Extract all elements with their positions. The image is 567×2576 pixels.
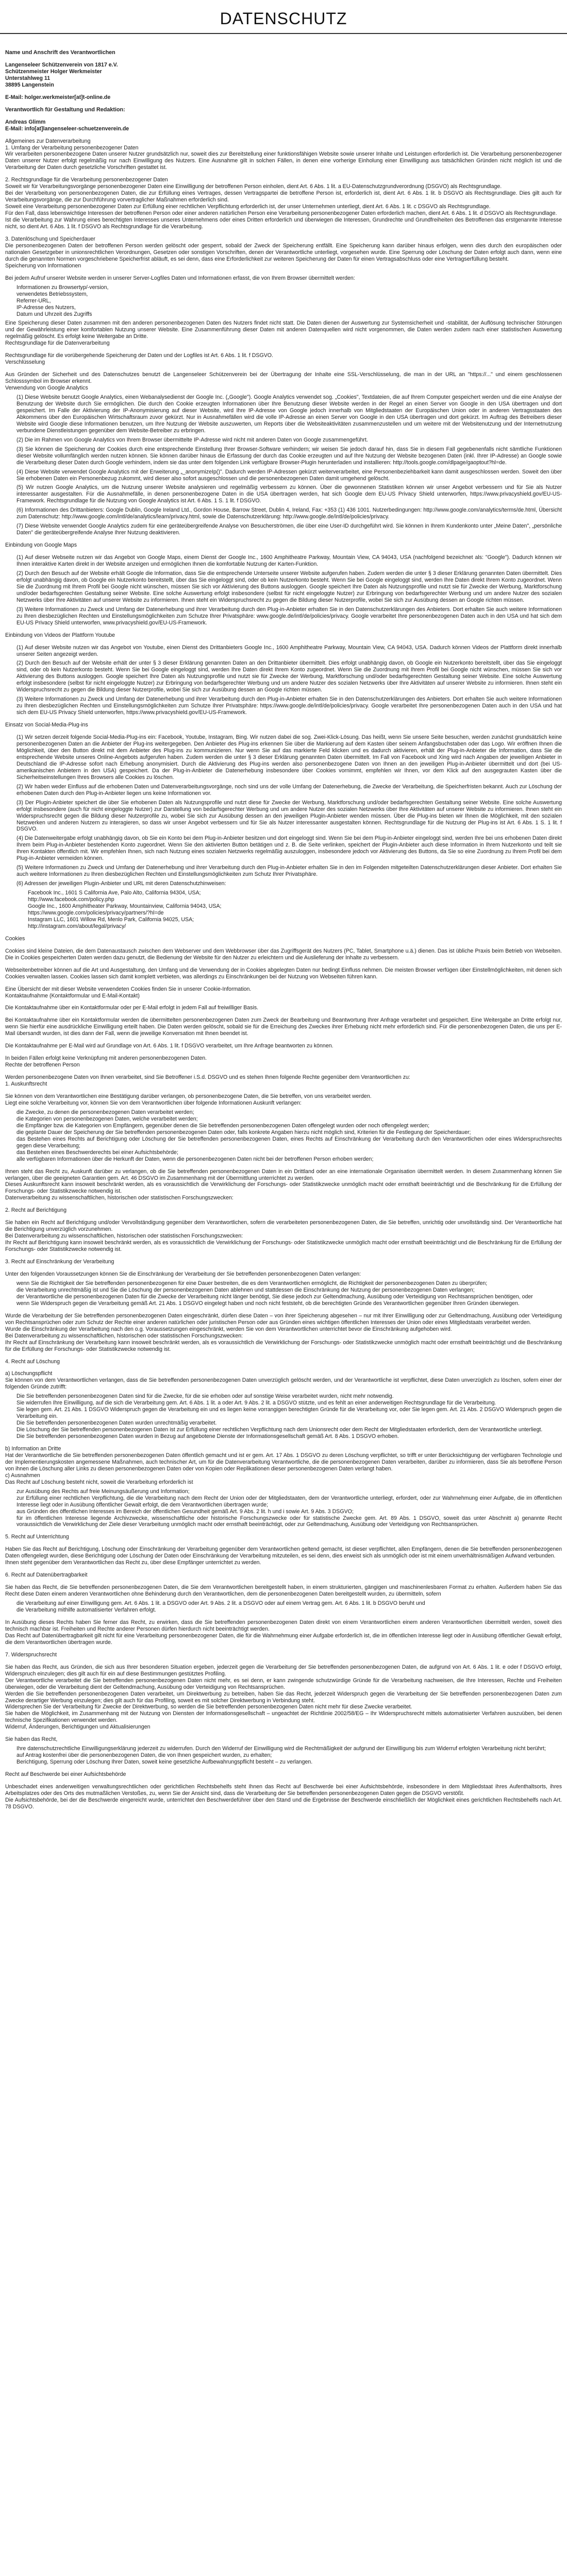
spacer [5, 1049, 562, 1055]
paragraph: Einbindung von Videos der Plattform Youtube [5, 632, 115, 638]
paragraph: 5. Recht auf Unterrichtung [5, 1534, 69, 1540]
spacer [5, 1307, 562, 1313]
paragraph: Der Verantwortliche verarbeitet die Sie betreffenden personenbezogenen Daten nicht mehr, es sei denn, er kann zwingende schutzwürdige Gründe für die Verarbeitung nachweisen, die Ihre Interessen, Rechte und Freiheiten überwiegen, oder die Verarbeitung dient der Geltendmachung, Ausübung oder Verteidigung von Rechtsansprüchen. [5, 1677, 562, 1690]
paragraph: Eine Übersicht der mit dieser Website verwendeten Cookies finden Sie in unserer Cookie-Information. [5, 986, 252, 992]
paragraph: Unter den folgenden Voraussetzungen können Sie die Einschränkung der Verarbeitung der Sie betreffenden personenbezogenen Daten verlangen: [5, 1271, 361, 1278]
paragraph: Kontaktaufnahme (Kontaktformular und E-Mail-Kontakt) [5, 992, 140, 999]
paragraph: Werden die Sie betreffenden personenbezogenen Daten verarbeitet, um Direktwerbung zu betreiben, haben Sie das Recht, jederzeit Widerspruch gegen die Verarbeitung der Sie betreffenden personenbezogenen Daten zum Zwecke derartiger Werbung einzulegen; dies gilt auch für das Profiling, soweit es mit solcher Direktwerbung in Verbindung steht. [5, 1690, 562, 1704]
paragraph: E-Mail: holger.werkmeister[at]t-online.de [5, 94, 111, 100]
list-item: (6) Adressen der jeweiligen Plugin-Anbieter und URL mit deren Datenschutzhinweisen: [16, 880, 226, 887]
list-item: Facebook Inc., 1601 S California Ave, Palo Alto, California 94304, USA; [28, 890, 201, 896]
paragraph: Eine Speicherung dieser Daten zusammen mit den anderen personenbezogenen Daten des Nutzers findet nicht statt. Die Daten dienen der Auswertung zur Systemsicherheit und -stabilität, der Auflösung technischer Störungen und der Gewährleistung einer komfortablen Nutzung unserer Website. Eine Zusammenführung dieser Daten mit anderen Datenquellen wird nicht vorgenommen, die Daten werden zudem nach einer statistischen Auswertung regelmäßig gelöscht. Es erfolgt keine Weitergabe an Dritte. [5, 320, 562, 340]
paragraph: Recht auf Beschwerde bei einer Aufsichtsbehörde [5, 1771, 126, 1778]
spacer [5, 999, 562, 1005]
paragraph: Ihr Recht auf Einschränkung der Verarbeitung kann insoweit beschränkt werden, als es voraussichtlich die Verwirklichung der Forschungs- oder Statistikzwecke unmöglich macht oder ernsthaft beeinträchtigt und die Beschränkung für die Erfüllung der Forschungs- oder Statistikzwecke notwendig ist. [5, 1339, 562, 1352]
paragraph: Soweit eine Verarbeitung personenbezogener Daten zur Erfüllung einer rechtlichen Verpflichtung erforderlich ist, der unser Unternehmen unterliegt, dient Art. 6 Abs. 1 lit. c DSGVO als Rechtsgrundlage. [5, 204, 491, 210]
list-item: für im öffentlichen Interesse liegende Archivzwecke, wissenschaftliche oder historische Forschungszwecke oder für statistische Zwecke gem. Art. 89 Abs. 1 DSGVO, soweit das unter Abschnitt a) genannte Recht voraussichtlich die Verwirklichung der Ziele dieser Verarbeitung unmöglich macht oder ernsthaft beeinträchtigt, oder zur Geltendmachung, Ausübung oder Verteidigung von Rechtsansprüchen. [16, 1515, 562, 1528]
spacer [5, 626, 562, 632]
page-header [0, 0, 567, 34]
spacer [5, 366, 562, 371]
spacer [5, 171, 562, 177]
paragraph: Cookies [5, 935, 25, 942]
list-item: Berichtigung, Sperrung oder Löschung Ihrer Daten, soweit keine gesetzliche Aufbewahrungspflicht besteht – zu verlangen. [16, 1759, 313, 1766]
list-item: Die Sie betreffenden personenbezogenen Daten wurden in Bezug auf angebotene Dienste der Informationsgesellschaft gemäß Art. 8 Abs. 1 DSGVO erhoben. [16, 1433, 399, 1440]
spacer [5, 1646, 562, 1652]
paragraph: In beiden Fällen erfolgt keine Verknüpfung mit anderen personenbezogenen Daten. [5, 1055, 207, 1062]
list-item: Die Löschung der Sie betreffenden personenbezogenen Daten ist zur Erfüllung einer rechtlichen Verpflichtung nach dem Unionsrecht oder dem Recht der Mitgliedstaaten erforderlich, dem der Verantwortliche unterliegt. [16, 1427, 543, 1433]
paragraph: Cookies sind kleine Dateien, die dem Datenaustausch zwischen dem Webserver und dem Webbrowser über das Zugriffsgerät des Nutzers (PC, Tablet, Smartphone u.ä.) dienen. Das ist übliche Praxis beim Betrieb von Webseiten. Die in Cookies gespeicherten Daten werden dazu genutzt, die Bedienung der Website für den Nutzer zu erleichtern und die Auslieferung der Inhalte zu verbessern. [5, 947, 562, 961]
privacy-content [5, 49, 562, 2576]
list-item: (3) Weitere Informationen zu Zweck und Umfang der Datenerhebung und ihrer Verarbeitung durch den Plug-in-Anbieter erhalten Sie in den Datenschutzerklärungen des Anbieters. Dort erhalten Sie auch weitere Informationen zu Ihren diesbezüglichen Rechten und Einstellungsmöglichkeiten zum Schutze Ihrer Privatsphäre: www.google.de/intl/de/policies/privacy. Google verarbeitet Ihre personenbezogenen Daten auch in den USA und hat sich dem EU-US Privacy Shield unterworfen, www.privacyshield.gov/EU-US-Framework. [16, 606, 562, 626]
list-item: (2) Wir haben weder Einfluss auf die erhobenen Daten und Datenverarbeitungsvorgänge, noch sind uns der volle Umfang der Datenerhebung, die Zwecke der Verarbeitung, die Speicherfristen bekannt. Auch zur Löschung der erhobenen Daten durch den Plug-in-Anbieter liegen uns keine Informationen vor. [16, 783, 562, 796]
spacer [5, 1579, 562, 1584]
list-item: Informationen zu Browsertyp/-version, [16, 284, 109, 291]
list-item: die geplante Dauer der Speicherung der Sie betreffenden personenbezogenen Daten oder, falls konkrete Angaben hierzu nicht möglich sind, Kriterien für die Festlegung der Speicherdauer; [16, 1129, 471, 1136]
paragraph: Ihr Recht auf Berichtigung kann insoweit beschränkt werden, als es voraussichtlich die Verwirklichung der Forschungs- oder Statistikzwecke unmöglich macht oder ernsthaft beeinträchtigt und die Beschränkung für die Erfüllung der Forschungs- oder Statistikzwecke notwendig ist. [5, 1240, 562, 1253]
list-item: https://www.google.com/policies/privacy/partners/?hl=de [28, 909, 164, 916]
paragraph: 1. Auskunftsrecht [5, 1081, 47, 1088]
spacer [5, 980, 562, 986]
paragraph: Bei Datenverarbeitung zu wissenschaftlichen, historischen oder statistischen Forschungszwecken: [5, 1332, 243, 1339]
paragraph: Webseitenbetreiber können auf die Art und Ausgestaltung, den Umfang und die Verwendung der in Cookies abgelegten Daten nur bedingt Einfluss nehmen. Die meisten Browser verfügen über Einstellmöglichkeiten, mit denen sich Cookies verwalten lassen. Cookies lassen sich damit komplett verbieten, was allerdings zu Einschränkungen bei der Nutzung von Webseiten führen kann. [5, 967, 562, 980]
list-item: der Verantwortliche die personenbezogenen Daten für die Zwecke der Verarbeitung nicht länger benötigt, Sie diese jedoch zur Geltendmachung, Ausübung oder Verteidigung von Rechtsansprüchen benötigen, oder [16, 1293, 533, 1300]
paragraph: Rechtsgrundlage für die vorübergehende Speicherung der Daten und der Logfiles ist Art. 6 Abs. 1 lit. f DSGVO. [5, 352, 273, 359]
paragraph: Dieses Auskunftsrecht kann insoweit beschränkt werden, als es voraussichtlich die Verwirklichung der Forschungs- oder Statistikzwecke unmöglich macht oder ernsthaft beeinträchtigt und die Beschränkung für die Erfüllung der Forschungs- oder Statistikzwecke notwendig ist. [5, 1181, 562, 1195]
paragraph: Andreas Glimm [5, 118, 46, 125]
spacer [5, 230, 562, 236]
list-item: aus Gründen des öffentlichen Interesses im Bereich der öffentlichen Gesundheit gemäß Art. 9 Abs. 2 lit. h und i sowie Art. 9 Abs. 3 DSGVO; [16, 1508, 354, 1515]
paragraph: Speicherung von Informationen [5, 262, 81, 269]
paragraph: Ist die Verarbeitung zur Wahrung eines berechtigten Interesses unseres Unternehmens oder eines Dritten erforderlich und überwiegen die Interessen, Grundrechte und Grundfreiheiten des Betroffenen das erstgenannte Interesse nicht, so dient Art. 6 Abs. 1 lit. f DSGVO als Rechtsgrundlage für die Verarbeitung. [5, 217, 562, 230]
spacer [5, 1778, 562, 1784]
paragraph: Für den Fall, dass lebenswichtige Interessen der betroffenen Person oder einer anderen natürlichen Person eine Verarbeitung personenbezogener Daten erforderlich machen, dient Art. 6 Abs. 1 lit. d DSGVO als Rechtsgrundlage. [5, 210, 557, 217]
list-item: die Verarbeitung unrechtmäßig ist und Sie die Löschung der personenbezogenen Daten ablehnen und stattdessen die Einschränkung der Nutzung der personenbezogenen Daten verlangen; [16, 1286, 475, 1293]
spacer [5, 1353, 562, 1359]
paragraph: Aus Gründen der Sicherheit und des Datenschutzes benutzt die Langenseleer Schützenverein bei der Übertragung der Inhalte eine SSL-Verschlüsselung, die man in der URL an "https://..." und einem geschlossenen Schlosssymbol im Browser erkennt. [5, 371, 562, 385]
spacer [5, 1658, 562, 1664]
paragraph: Wurde die Verarbeitung der Sie betreffenden personenbezogenen Daten eingeschränkt, dürfen diese Daten – von ihrer Speicherung abgesehen – nur mit Ihrer Einwilligung oder zur Geltendmachung, Ausübung oder Verteidigung von Rechtsansprüchen oder zum Schutz der Rechte einer anderen natürlichen oder juristischen Person oder aus Gründen eines wichtigen öffentlichen Interesses der Union oder eines Mitgliedstaats verarbeitet werden. [5, 1312, 562, 1326]
list-item: Referrer-URL, [16, 297, 51, 304]
paragraph: Rechte der betroffenen Person [5, 1062, 80, 1069]
list-item: Instagram LLC, 1601 Willow Rd, Menlo Park, California 94025, USA; [28, 916, 194, 923]
list-item: (7) Diese Website verwendet Google Analytics zudem für eine geräteübergreifende Analyse von Besucherströmen, die über eine User-ID durchgeführt wird. Sie können in Ihrem Kundenkonto unter „Meine Daten", „persönliche Daten" die geräteübergreifende Analyse Ihrer Nutzung deaktivieren. [16, 523, 562, 536]
list-item: Die Sie betreffenden personenbezogenen Daten wurden unrechtmäßig verarbeitet. [16, 1420, 217, 1427]
spacer [5, 1528, 562, 1534]
list-item: http://instagram.com/about/legal/privacy/ [28, 923, 126, 929]
paragraph: Datenverarbeitung zu wissenschaftlichen, historischen oder statistischen Forschungszwecken: [5, 1195, 234, 1201]
list-item: Ihre datenschutzrechtliche Einwilligungserklärung jederzeit zu widerrufen. Durch den Widerruf der Einwilligung wird die Rechtmäßigkeit der aufgrund der Einwilligung bis zum Widerruf erfolgten Verarbeitung nicht berührt; [16, 1745, 546, 1752]
list-item: (4) Die Datenweitergabe erfolgt unabhängig davon, ob Sie ein Konto bei dem Plug-in-Anbieter besitzen und dort eingeloggt sind. Wenn Sie bei dem Plug-in-Anbieter eingeloggt sind, werden Ihre bei uns erhobenen Daten direkt Ihrem beim Plug-in-Anbieter bestehenden Konto zugeordnet. Wenn Sie den aktivierten Button betätigen und z. B. die Seite verlinken, speichert der Plugin-Anbieter auch diese Information in Ihrem Nutzerkonto und teilt sie Ihren Kontakten öffentlich mit. Wir empfehlen Ihnen, sich nach Nutzung eines sozialen Netzwerks regelmäßig auszuloggen, insbesondere jedoch vor Aktivierung des Buttons, da Sie so eine Zuordnung zu Ihrem Profil bei dem Plug-in-Anbieter vermeiden können. [16, 835, 562, 862]
list-item: (2) Durch den Besuch auf der Website erhält der unter § 3 dieser Erklärung genannten Daten an den Drittanbieter übermittelt. Dies erfolgt unabhängig davon, ob Google ein Nutzerkonto bereitstellt, über das Sie eingeloggt sind, oder ob kein Nutzerkonto besteht. Wenn Sie bei Google eingeloggt sind, werden Ihre Daten direkt Ihrem Konto zugeordnet. Wenn Sie die Zuordnung mit Ihrem Profil bei Google nicht wünschen, müssen Sie sich vor Aktivierung des Buttons ausloggen. Google speichert Ihre Daten als Nutzungsprofile und nutzt sie für Zwecke der Werbung, Marktforschung und/oder bedarfsgerechten Gestaltung seiner Website. Eine solche Auswertung erfolgt insbesondere (selbst für nicht eingeloggte Nutzer) zur Erbringung von bedarfsgerechter Werbung und um andere Nutzer des sozialen Netzwerks über Ihre Aktivitäten auf unserer Website zu informieren. Ihnen steht ein Widerspruchsrecht zu gegen die Bildung dieser Nutzerprofile, wobei Sie sich zur Ausübung dessen an Google richten müssen. [16, 660, 562, 693]
list-item: (6) Informationen des Drittanbieters: Google Dublin, Google Ireland Ltd., Gordon House, Barrow Street, Dublin 4, Ireland, Fax: +353 (1) 436 1001. Nutzerbedingungen: http://www.google.com/analytics/terms/de.html, Übersicht zum Datenschutz: http://www.google.com/intl/de/analytics/learn/privacy.html, sowie die Datenschutzerklärung: http://www.google.de/intl/de/policies/privacy. [16, 507, 562, 520]
paragraph: Das Recht auf Datenübertragbarkeit gilt nicht für eine Verarbeitung personenbezogener Daten, die für die Wahrnehmung einer Aufgabe erforderlich ist, die im öffentlichen Interesse liegt oder in Ausübung öffentlicher Gewalt erfolgt, die dem Verantwortlichen übertragen wurde. [5, 1632, 562, 1646]
list-item: die Empfänger bzw. die Kategorien von Empfängern, gegenüber denen die Sie betreffenden personenbezogenen Daten offengelegt wurden oder noch offengelegt werden; [16, 1122, 430, 1129]
list-item: Die Sie betreffenden personenbezogenen Daten sind für die Zwecke, für die sie erhoben oder auf sonstige Weise verarbeitet wurden, nicht mehr notwendig. [16, 1393, 394, 1400]
list-item: (2) Durch den Besuch auf der Website erhält Google die Information, dass Sie die entsprechende Unterseite unserer Website aufgerufen haben. Zudem werden die unter § 3 dieser Erklärung genannten Daten übermittelt. Dies erfolgt unabhängig davon, ob Google ein Nutzerkonto bereitstellt, über das Sie eingeloggt sind, oder ob kein Nutzerkonto besteht. Wenn Sie bei Google eingeloggt sind, werden Ihre Daten direkt Ihrem Konto zugeordnet. Wenn Sie die Zuordnung mit Ihrem Profil bei Google nicht wünschen, müssen Sie sich vor Aktivierung des Buttons ausloggen. Google speichert Ihre Daten als Nutzungsprofile und nutzt sie für Zwecke der Werbung, Marktforschung und/oder bedarfsgerechten Gestaltung seiner Website. Eine solche Auswertung erfolgt insbesondere (selbst für nicht eingeloggte Nutzer) zur Erbringung von bedarfsgerechter Werbung und um andere Nutzer des sozialen Netzwerks über Ihre Aktivitäten auf unserer Website zu informieren. Ihnen steht ein Widerspruchsrecht zu gegen die Bildung dieser Nutzerprofile, wobei Sie sich zur Ausübung dessen an Google richten müssen. [16, 570, 562, 603]
paragraph: 2. Recht auf Berichtigung [5, 1207, 66, 1214]
spacer [5, 639, 562, 645]
spacer [5, 89, 562, 94]
list-item: (1) Diese Website benutzt Google Analytics, einen Webanalysedienst der Google Inc. („Google"). Google Analytics verwendet sog. „Cookies", Textdateien, die auf Ihrem Computer gespeichert werden und die eine Analyse der Benutzung der Website durch Sie ermöglichen. Die durch den Cookie erzeugten Informationen über Ihre Benutzung dieser Website werden in der Regel an einen Server von Google in den USA übertragen und dort gespeichert. Im Falle der Aktivierung der IP-Anonymisierung auf dieser Website, wird Ihre IP-Adresse von Google jedoch innerhalb von Mitgliedstaaten der Europäischen Union oder in anderen Vertragsstaaten des Abkommens über den Europäischen Wirtschaftsraum zuvor gekürzt. Nur in Ausnahmefällen wird die volle IP-Adresse an einen Server von Google in den USA übertragen und dort gekürzt. Im Auftrag des Betreibers dieser Website wird Google diese Informationen benutzen, um Ihre Nutzung der Website auszuwerten, um Reports über die Websiteaktivitäten zusammenzustellen und um weitere mit der Websitenutzung und der Internetnutzung verbundene Dienstleistungen gegenüber dem Website-Betreiber zu erbringen. [16, 394, 562, 434]
spacer [5, 716, 562, 722]
list-item: das Bestehen eines Rechts auf Berichtigung oder Löschung der Sie betreffenden personenbezogenen Daten, eines Rechts auf Einschränkung der Verarbeitung durch den Verantwortlichen oder eines Widerspruchsrechts gegen diese Verarbeitung; [16, 1136, 562, 1149]
list-item: (3) Sie können die Speicherung der Cookies durch eine entsprechende Einstellung Ihrer Browser-Software verhindern; wir weisen Sie jedoch darauf hin, dass Sie in diesem Fall gegebenenfalls nicht sämtliche Funktionen dieser Website vollumfänglich werden nutzen können. Sie können darüber hinaus die Erfassung der durch das Cookie erzeugten und auf Ihre Nutzung der Website bezogenen Daten (inkl. Ihrer IP-Adresse) an Google sowie die Verarbeitung dieser Daten durch Google verhindern, indem sie das unter dem folgenden Link verfügbare Browser-Plugin herunterladen und installieren: http://tools.google.com/dlpage/gaoptout?hl=de. [16, 446, 562, 466]
spacer [5, 1265, 562, 1271]
spacer [5, 132, 562, 138]
list-item: (3) Der Plugin-Anbieter speichert die über Sie erhobenen Daten als Nutzungsprofile und nutzt diese für Zwecke der Werbung, Marktforschung und/oder bedarfsgerechten Gestaltung seiner Website. Eine solche Auswertung erfolgt insbesondere (auch für nicht eingeloggte Nutzer) zur Darstellung von bedarfsgerechter Werbung und um andere Nutzer des sozialen Netzwerks über Ihre Aktivitäten auf unserer Website zu informieren. Ihnen steht ein Widerspruchsrecht gegen die Bildung dieser Nutzerprofile zu, wobei Sie sich zur Ausübung dessen an den jeweiligen Plugin-Anbieter wenden müssen. Über die Plug-ins bieten wir Ihnen die Möglichkeit, mit den sozialen Netzwerken und anderen Nutzern zu interagieren, so dass wir unser Angebot verbessern und für Sie als Nutzer interessanter ausgestalten können. Rechtsgrundlage für die Nutzung der Plug-ins ist Art. 6 Abs. 1 S. 1 lit. f DSGVO. [16, 799, 562, 833]
paragraph: Widerruf, Änderungen, Berichtigungen und Aktualisierungen [5, 1724, 151, 1731]
list-item: (3) Weitere Informationen zu Zweck und Umfang der Datenerhebung und ihrer Verarbeitung durch den Plug-in-Anbieter erhalten Sie in den Datenschutzerklärungen des Anbieters. Dort erhalten Sie auch weitere Informationen zu Ihren diesbezüglichen Rechten und Einstellungsmöglichkeiten zum Schutze Ihrer Privatsphäre: https://www.google.de/intl/de/policies/privacy. Google verarbeitet Ihre personenbezogenen Daten auch in den USA und hat sich dem EU-US Privacy Shield unterworfen, https://www.privacyshield.gov/EU-US-Framework. [16, 696, 562, 716]
spacer [5, 961, 562, 967]
spacer [5, 1011, 562, 1017]
list-item: Sie legen gem. Art. 21 Abs. 1 DSGVO Widerspruch gegen die Verarbeitung ein und es liegen keine vorrangigen berechtigten Gründe für die Verarbeitung vor, oder Sie legen gem. Art. 21 Abs. 2 DSGVO Widerspruch gegen die Verarbeitung ein. [16, 1406, 562, 1420]
paragraph: Sie können von dem Verantwortlichen verlangen, dass die Sie betreffenden personenbezogenen Daten unverzüglich gelöscht werden, und der Verantwortliche ist verpflichtet, diese Daten unverzüglich zu löschen, sofern einer der folgenden Gründe zutrifft: [5, 1377, 562, 1391]
paragraph: 6. Recht auf Datenübertragbarkeit [5, 1572, 88, 1579]
paragraph: 4. Recht auf Löschung [5, 1358, 60, 1365]
list-item: (1) Auf dieser Webseite nutzen wir das Angebot von Google Maps, einem Dienst der Google Inc., 1600 Amphitheatre Parkway, Mountain View, CA 94043, USA (nachfolgend bezeichnet als: "Google"). Dadurch können wir Ihnen interaktive Karten direkt in der Website anzeigen und ermöglichen Ihnen die komfortable Nutzung der Karten-Funktion. [16, 554, 562, 568]
list-item: wenn Sie Widerspruch gegen die Verarbeitung gemäß Art. 21 Abs. 1 DSGVO eingelegt haben und noch nicht feststeht, ob die berechtigten Gründe des Verantwortlichen gegenüber Ihren Gründen überwiegen. [16, 1300, 520, 1307]
spacer [5, 101, 562, 107]
paragraph: Verwendung von Google Analytics [5, 385, 88, 392]
spacer [5, 347, 562, 352]
spacer [5, 942, 562, 948]
spacer [5, 1365, 562, 1370]
paragraph: 2. Rechtsgrundlage für die Verarbeitung personenbezogener Daten [5, 177, 168, 183]
paragraph: Hat der Verantwortliche die Sie betreffenden personenbezogenen Daten öffentlich gemacht und ist er gem. Art. 17 Abs. 1 DSGVO zu deren Löschung verpflichtet, so trifft er unter Berücksichtigung der verfügbaren Technologie und der Implementierungskosten angemessene Maßnahmen, auch technischer Art, um für die Datenverarbeitung Verantwortliche, die die personenbezogenen Daten verarbeiten, darüber zu informieren, dass Sie als betroffene Person von ihnen die Löschung aller Links zu diesen personenbezogenen Daten oder von Kopien oder Replikationen dieser personenbezogenen Daten verlangt haben. [5, 1452, 562, 1472]
paragraph: Bei Datenverarbeitung zu wissenschaftlichen, historischen oder statistischen Forschungszwecken: [5, 1233, 243, 1240]
paragraph: Bei der Verarbeitung von personenbezogenen Daten, die zur Erfüllung eines Vertrages, dessen Vertragspartei die betroffene Person ist, erforderlich ist, dient Art. 6 Abs. 1 lit. b DSGVO als Rechtsgrundlage. Dies gilt auch für Verarbeitungsvorgänge, die zur Durchführung vorvertraglicher Maßnahmen erforderlich sind. [5, 190, 562, 204]
spacer [5, 930, 562, 936]
paragraph: Die Aufsichtsbehörde, bei der die Beschwerde eingereicht wurde, unterrichtet den Beschwerdeführer über den Stand und die Ergebnisse der Beschwerde einschließlich der Möglichkeit eines gerichtlichen Rechtsbehelfs nach Art. 78 DSGVO. [5, 1797, 562, 1810]
paragraph: Haben Sie das Recht auf Berichtigung, Löschung oder Einschränkung der Verarbeitung gegenüber dem Verantwortlichen geltend gemacht, ist dieser verpflichtet, allen Empfängern, denen die Sie betreffenden personenbezogenen Daten offengelegt wurden, diese Berichtigung oder Löschung der Daten oder Einschränkung der Verarbeitung mitzuteilen, es sei denn, dies erweist sich als unmöglich oder ist mit einem unverhältnismäßigen Aufwand verbunden. [5, 1546, 562, 1560]
paragraph: c) Ausnahmen [5, 1472, 40, 1479]
list-item: (1) Auf dieser Website nutzen wir das Angebot von Youtube, einen Dienst des Drittanbieters Google Inc., 1600 Amphitheatre Parkway, Mountain View, CA 94043, USA. Dadurch können Videos der Plattform direkt innerhalb unserer Seiten angezeigt werden. [16, 644, 562, 657]
spacer [5, 1566, 562, 1572]
list-item: verwendetes Betriebssystem, [16, 291, 88, 297]
list-item: die Zwecke, zu denen die personenbezogenen Daten verarbeitet werden; [16, 1109, 194, 1115]
paragraph: Einbindung von Google Maps [5, 542, 77, 549]
paragraph: Werden personenbezogene Daten von Ihnen verarbeitet, sind Sie Betroffener i.S.d. DSGVO und es stehen Ihnen folgende Rechte gegenüber dem Verantwortlichen zu: [5, 1074, 410, 1081]
spacer [5, 728, 562, 734]
paragraph: Sie können von dem Verantwortlichen eine Bestätigung darüber verlangen, ob personenbezogene Daten, die Sie betreffen, von uns verarbeitet werden. [5, 1093, 372, 1100]
paragraph: 38895 Langenstein [5, 81, 54, 88]
paragraph: Sie haben ein Recht auf Berichtigung und/oder Vervollständigung gegenüber dem Verantwortlichen, sofern die verarbeiteten personenbezogenen Daten, die Sie betreffen, unrichtig oder unvollständig sind. Der Verantwortliche hat die Berichtigung unverzüglich vorzunehmen. [5, 1219, 562, 1233]
paragraph: a) Löschungspflicht [5, 1370, 53, 1377]
spacer [5, 536, 562, 542]
paragraph: Verschlüsselung [5, 359, 45, 366]
paragraph: In Ausübung dieses Rechts haben Sie ferner das Recht, zu erwirken, dass die Sie betreffenden personenbezogenen Daten direkt von einem Verantwortlichen einem anderen Verantwortlichen übermittelt werden, soweit dies technisch machbar ist. Freiheiten und Rechte anderer Personen dürfen hierdurch nicht beeinträchtigt werden. [5, 1619, 562, 1632]
paragraph: Bei Kontaktaufnahme über ein Kontaktformular werden die übermittelten personenbezogenen Daten zum Zweck der Bearbeitung und Beantwortung Ihrer Anfrage verarbeitet und gespeichert. Eine Weitergabe an Dritte erfolgt nur, wenn Sie hierfür eine ausdrückliche Einwilligung erteilt haben. Die Daten werden gelöscht, sobald sie für die Erreichung des Zweckes ihrer Erhebung nicht mehr erforderlich sind. Für die personenbezogenen Daten, die uns per E-Mail übersandt wurden, ist dies dann der Fall, wenn die jeweilige Konversation mit Ihnen beendet ist. [5, 1017, 562, 1037]
paragraph: E-Mail: info[at]langenseleer-schuetzenverein.de [5, 125, 129, 132]
list-item: IP-Adresse des Nutzers, [16, 304, 76, 311]
paragraph: Sie haben das Recht, [5, 1736, 58, 1743]
paragraph: Wir verarbeiten personenbezogene Daten unserer Nutzer grundsätzlich nur, soweit dies zur Bereitstellung einer funktionsfähigen Website sowie unserer Inhalte und Leistungen erforderlich ist. Die Verarbeitung personenbezogener Daten unserer Nutzer erfolgt regelmäßig nur nach Einwilligung des Nutzers. Eine Ausnahme gilt in solchen Fällen, in denen eine vorherige Einholung einer Einwilligung aus tatsächlichen Gründen nicht möglich ist und die Verarbeitung der Daten durch gesetzliche Vorschriften gestattet ist. [5, 151, 562, 171]
list-item: zur Ausübung des Rechts auf freie Meinungsäußerung und Information; [16, 1488, 190, 1495]
list-item: die Verarbeitung mithilfe automatisierter Verfahren erfolgt. [16, 1607, 156, 1614]
list-item: die Verarbeitung auf einer Einwilligung gem. Art. 6 Abs. 1 lit. a DSGVO oder Art. 9 Abs. 2 lit. a DSGVO oder auf einem Vertrag gem. Art. 6 Abs. 1 lit. b DSGVO beruht und [16, 1600, 425, 1607]
paragraph: Sie haben die Möglichkeit, im Zusammenhang mit der Nutzung von Diensten der Informationsgesellschaft – ungeachtet der Richtlinie 2002/58/EG – Ihr Widerspruchsrecht mittels automatisierter Verfahren auszuüben, bei denen technische Spezifikationen verwendet werden. [5, 1710, 562, 1724]
paragraph: Soweit wir für Verarbeitungsvorgänge personenbezogener Daten eine Einwilligung der betroffenen Person einholen, dient Art. 6 Abs. 1 lit. a EU-Datenschutzgrundverordnung (DSGVO) als Rechtsgrundlage. [5, 183, 502, 190]
list-item: (2) Die im Rahmen von Google Analytics von Ihrem Browser übermittelte IP-Adresse wird nicht mit anderen Daten von Google zusammengeführt. [16, 436, 368, 443]
spacer [5, 1037, 562, 1043]
paragraph: Widersprechen Sie der Verarbeitung für Zwecke der Direktwerbung, so werden die Sie betreffenden personenbezogenen Daten nicht mehr für diese Zwecke verarbeitet. [5, 1704, 412, 1710]
list-item: Sie widerrufen Ihre Einwilligung, auf die sich die Verarbeitung gem. Art. 6 Abs. 1 lit. a oder Art. 9 Abs. 2 lit. a DSGVO stützte, und es fehlt an einer anderweitigen Rechtsgrundlage für die Verarbeitung. [16, 1400, 496, 1406]
section-heading: Verantwortlich für Gestaltung und Redaktion: [5, 106, 125, 113]
paragraph: Bei jedem Aufruf unserer Website werden in unserer Server-Logfiles Daten und Informationen erfasst, die von Ihrem Browser übermittelt werden: [5, 275, 355, 281]
paragraph: Einsatz von Social-Media-Plug-ins [5, 722, 88, 728]
paragraph: Ihnen steht das Recht zu, Auskunft darüber zu verlangen, ob die Sie betreffenden personenbezogenen Daten in ein Drittland oder an eine internationale Organisation übermittelt werden. In diesem Zusammenhang können Sie verlangen, über die geeigneten Garantien gem. Art. 46 DSGVO im Zusammenhang mit der Übermittlung unterrichtet zu werden. [5, 1168, 562, 1181]
paragraph: Die Kontaktaufnahme per E-Mail wird auf Grundlage von Art. 6 Abs. 1 lit. f DSGVO verarbeitet, um Ihre Anfrage beantworten zu können. [5, 1043, 333, 1049]
paragraph: Unbeschadet eines anderweitigen verwaltungsrechtlichen oder gerichtlichen Rechtsbehelfs steht Ihnen das Recht auf Beschwerde bei einer Aufsichtsbehörde, insbesondere in dem Mitgliedstaat ihres Aufenthaltsorts, ihres Arbeitsplatzes oder des Orts des mutmaßlichen Verstoßes, zu, wenn Sie der Ansicht sind, dass die Verarbeitung der Sie betreffenden personenbezogenen Daten gegen die DSGVO verstößt. [5, 1784, 562, 1797]
list-item: Google Inc., 1600 Amphitheater Parkway, Mountainview, California 94043, USA; [28, 903, 222, 909]
list-item: (4) Diese Website verwendet Google Analytics mit der Erweiterung „_anonymizeIp()". Dadurch werden IP-Adressen gekürzt weiterverarbeitet, eine Personenbeziehbarkeit kann damit ausgeschlossen werden. Soweit den über Sie erhobenen Daten ein Personenbezug zukommt, wird dieser also sofort ausgeschlossen und die personenbezogenen Daten damit umgehend gelöscht. [16, 468, 562, 482]
list-item: zur Erfüllung einer rechtlichen Verpflichtung, die die Verarbeitung nach dem Recht der Union oder der Mitgliedstaaten, dem der Verantwortliche unterliegt, erfordert, oder zur Wahrnehmung einer Aufgabe, die im öffentlichen Interesse liegt oder in Ausübung öffentlicher Gewalt erfolgt, die dem Verantwortlichen übertragen wurde; [16, 1495, 562, 1508]
spacer [5, 1731, 562, 1736]
list-item: alle verfügbaren Informationen über die Herkunft der Daten, wenn die personenbezogenen Daten nicht bei der betroffenen Person erhoben werden; [16, 1156, 374, 1162]
spacer [5, 1088, 562, 1093]
spacer [5, 1214, 562, 1219]
list-item: Datum und Uhrzeit des Zugriffs [16, 311, 92, 317]
paragraph: Ihnen steht gegenüber dem Verantwortlichen das Recht zu, über diese Empfänger unterrichtet zu werden. [5, 1560, 261, 1566]
paragraph: Die personenbezogenen Daten der betroffenen Person werden gelöscht oder gesperrt, sobald der Zweck der Speicherung entfällt. Eine Speicherung kann darüber hinaus erfolgen, wenn dies durch den europäischen oder nationalen Gesetzgeber in unionsrechtlichen Verordnungen, Gesetzen oder sonstigen Vorschriften, denen der Verantwortliche unterliegt, vorgesehen wurde. Eine Sperrung oder Löschung der Daten erfolgt auch dann, wenn eine durch die genannten Normen vorgeschriebene Speicherfrist abläuft, es sei denn, dass eine Erforderlichkeit zur weiteren Speicherung der Daten für einen Vertragsabschluss oder eine Vertragserfüllung besteht. [5, 242, 562, 262]
list-item: auf Antrag kostenfrei über die personenbezogenen Daten, die von Ihnen gespeichert wurden, zu erhalten; [16, 1752, 272, 1759]
list-item: die Kategorien von personenbezogenen Daten, welche verarbeitet werden; [16, 1115, 198, 1122]
list-item: (1) Wir setzen derzeit folgende Social-Media-Plug-ins ein: Facebook, Youtube, Instagram, Bing. Wir nutzen dabei die sog. Zwei-Klick-Lösung. Das heißt, wenn Sie unsere Seite besuchen, werden zunächst grundsätzlich keine personenbezogenen Daten an die Anbieter der Plug-ins weitergegeben. Den Anbieter des Plug-ins erkennen Sie über die Markierung auf dem Kasten über seinem Anfangsbuchstaben oder das Logo. Wir eröffnen Ihnen die Möglichkeit, über den Button direkt mit dem Anbieter des Plug-ins zu kommunizieren. Nur wenn Sie auf das markierte Feld klicken und es dadurch aktivieren, erhält der Plug-in-Anbieter die Information, dass Sie die entsprechende Website unseres Online-Angebots aufgerufen haben. Zudem werden die unter § 3 dieser Erklärung genannten Daten übermittelt. Im Fall von Facebook und Xing wird nach Angaben der jeweiligen Anbieter in Deutschland die IP-Adresse sofort nach Erhebung anonymisiert. Durch die Aktivierung des Plug-ins werden also personenbezogene Daten von Ihnen an den jeweiligen Plug-in-Anbieter übermittelt und dort (bei US-amerikanischen Anbietern in den USA) gespeichert. Da der Plug-in-Anbieter die Datenerhebung insbesondere über Cookies vornimmt, empfehlen wir Ihnen, vor dem Klick auf den ausgegrauten Kasten über die Sicherheitseinstellungen Ihres Browsers alle Cookies zu löschen. [16, 734, 562, 781]
spacer [5, 1766, 562, 1771]
paragraph: 7. Widerspruchsrecht [5, 1651, 57, 1658]
spacer [5, 1540, 562, 1546]
spacer [5, 113, 562, 119]
list-item: wenn Sie die Richtigkeit der Sie betreffenden personenbezogenen für eine Dauer bestreiten, die es dem Verantwortlichen ermöglicht, die Richtigkeit der personenbezogenen Daten zu überprüfen; [16, 1280, 488, 1286]
spacer [5, 1614, 562, 1619]
page-title: DATENSCHUTZ [220, 9, 347, 28]
paragraph: Sie haben das Recht, aus Gründen, die sich aus Ihrer besonderen Situation ergeben, jederzeit gegen die Verarbeitung der Sie betreffenden personenbezogenen Daten, die aufgrund von Art. 6 Abs. 1 lit. e oder f DSGVO erfolgt, Widerspruch einzulegen; dies gilt auch für ein auf diese Bestimmungen gestütztes Profiling. [5, 1664, 562, 1677]
spacer [5, 549, 562, 554]
paragraph: Unterstahlweg 11 [5, 75, 51, 81]
paragraph: Allgemeines zur Datenverarbeitung [5, 138, 91, 144]
spacer [5, 1253, 562, 1259]
paragraph: 3. Datenlöschung und Speicherdauer [5, 235, 95, 242]
paragraph: 3. Recht auf Einschränkung der Verarbeitung [5, 1259, 114, 1265]
spacer [5, 1069, 562, 1074]
paragraph: Wurde die Einschränkung der Verarbeitung nach den o.g. Voraussetzungen eingeschränkt, werden Sie von dem Verantwortlichen unterrichtet bevor die Einschränkung aufgehoben wird. [5, 1326, 452, 1332]
paragraph: Rechtsgrundlage für die Datenverarbeitung [5, 340, 110, 347]
list-item: http://www.facebook.com/policy.php [28, 896, 114, 903]
paragraph: 1. Umfang der Verarbeitung personenbezogener Daten [5, 144, 139, 151]
spacer [5, 1201, 562, 1207]
paragraph: b) Information an Dritte [5, 1445, 61, 1452]
list-item: das Bestehen eines Beschwerderechts bei einer Aufsichtsbehörde; [16, 1149, 178, 1156]
paragraph: Schützenmeister Holger Werkmeister [5, 68, 102, 75]
paragraph: Die Kontaktaufnahme über ein Kontaktformular oder per E-Mail erfolgt in jedem Fall auf freiwilliger Basis. [5, 1005, 259, 1011]
paragraph: Das Recht auf Löschung besteht nicht, soweit die Verarbeitung erforderlich ist [5, 1479, 193, 1485]
spacer [5, 1440, 562, 1446]
section-heading: Name und Anschrift des Verantwortlichen [5, 49, 115, 56]
spacer [5, 1163, 562, 1168]
list-item: (5) Wir nutzen Google Analytics, um die Nutzung unserer Website analysieren und regelmäßig verbessern zu können. Über die gewonnenen Statistiken können wir unser Angebot verbessern und für Sie als Nutzer interessanter ausgestalten. Für die Ausnahmefälle, in denen personenbezogene Daten in die USA übertragen werden, hat sich Google dem EU-US Privacy Shield unterworfen, https://www.privacyshield.gov/EU-US-Framework. Rechtsgrundlage für die Nutzung von Google Analytics ist Art. 6 Abs. 1 S. 1 lit. f DSGVO. [16, 484, 562, 504]
spacer [5, 56, 562, 62]
spacer [5, 269, 562, 275]
paragraph: Liegt eine solche Verarbeitung vor, können Sie von dem Verantwortlichen über folgende Informationen Auskunft verlangen: [5, 1100, 302, 1106]
paragraph: Sie haben das Recht, die Sie betreffenden personenbezogenen Daten, die Sie dem Verantwortlichen bereitgestellt haben, in einem strukturierten, gängigen und maschinenlesbaren Format zu erhalten. Außerdem haben Sie das Recht diese Daten einem anderen Verantwortlichen ohne Behinderung durch den Verantwortlichen, dem die personenbezogenen Daten bereitgestellt wurden, zu übermitteln, sofern [5, 1584, 562, 1598]
list-item: (5) Weitere Informationen zu Zweck und Umfang der Datenerhebung und ihrer Verarbeitung durch den Plug-in-Anbieter erhalten Sie in den im Folgenden mitgeteilten Datenschutzerklärungen dieser Anbieter. Dort erhalten Sie auch weitere Informationen zu Ihren diesbezüglichen Rechten und Einstellungsmöglichkeiten zum Schutz Ihrer Privatsphäre. [16, 865, 562, 878]
paragraph: Langenseleer Schützenverein von 1817 e.V. [5, 61, 118, 68]
